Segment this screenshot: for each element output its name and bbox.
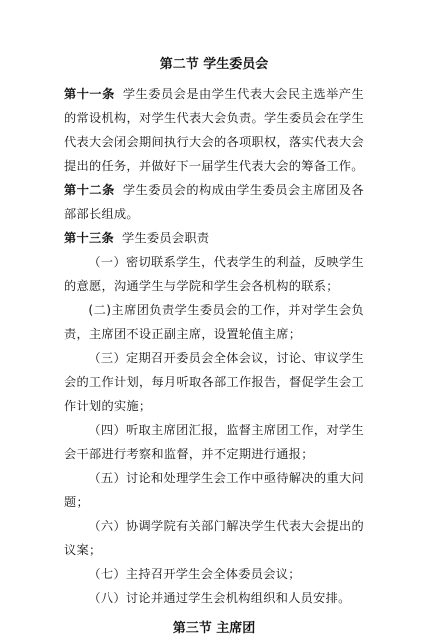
duty-item-4: （四）听取主席团汇报，监督主席团工作，对学生会干部进行考察和监督，并不定期进行通报； [64,423,364,461]
article-12 [64,178,364,226]
article-11-head: 第十一条 [64,87,115,101]
duty-item-7: （七）主持召开学生会全体委员会议； [88,567,301,581]
duty-item-2: (二)主席团负责学生委员会的工作，并对学生会负责，主席团不设正副主席，设置轮值主席； [64,303,364,341]
article-12-head: 第十二条 [64,183,115,197]
duty-item-5: （五）讨论和处理学生会工作中亟待解决的重大问题； [64,471,364,509]
section-2-title: 第二节 学生委员会 [159,57,269,72]
article-13-text: 学生委员会职责 [121,231,210,245]
article-13-head: 第十三条 [64,231,114,245]
duty-item-3: （三）定期召开委员会全体会议，讨论、审议学生会的工作计划，每月听取各部工作报告，督促学生会工作计划的实施； [64,351,364,413]
article-11 [64,82,364,178]
duty-item-1: （一）密切联系学生，代表学生的利益，反映学生的意愿，沟通学生与学院和学生会各机构的联系； [64,255,364,293]
duty-item-8: （八）讨论并通过学生会机构组织和人员安排。 [88,591,351,605]
article-11-text: 学生委员会是由学生代表大会民主选举产生的常设机构，对学生代表大会负责。学生委员会在学生代表大会闭会期间执行大会的各项职权，落实代表大会提出的任务，并做好下一届学生代表大会的筹备工作。 [64,87,365,173]
article-12-text: 学生委员会的构成由学生委员会主席团及各部部长组成。 [64,183,365,221]
duty-item-6: （六）协调学院有关部门解决学生代表大会提出的议案； [64,519,364,557]
section-3-title: 第三节 主席团 [172,621,256,636]
article-13 [64,226,364,250]
